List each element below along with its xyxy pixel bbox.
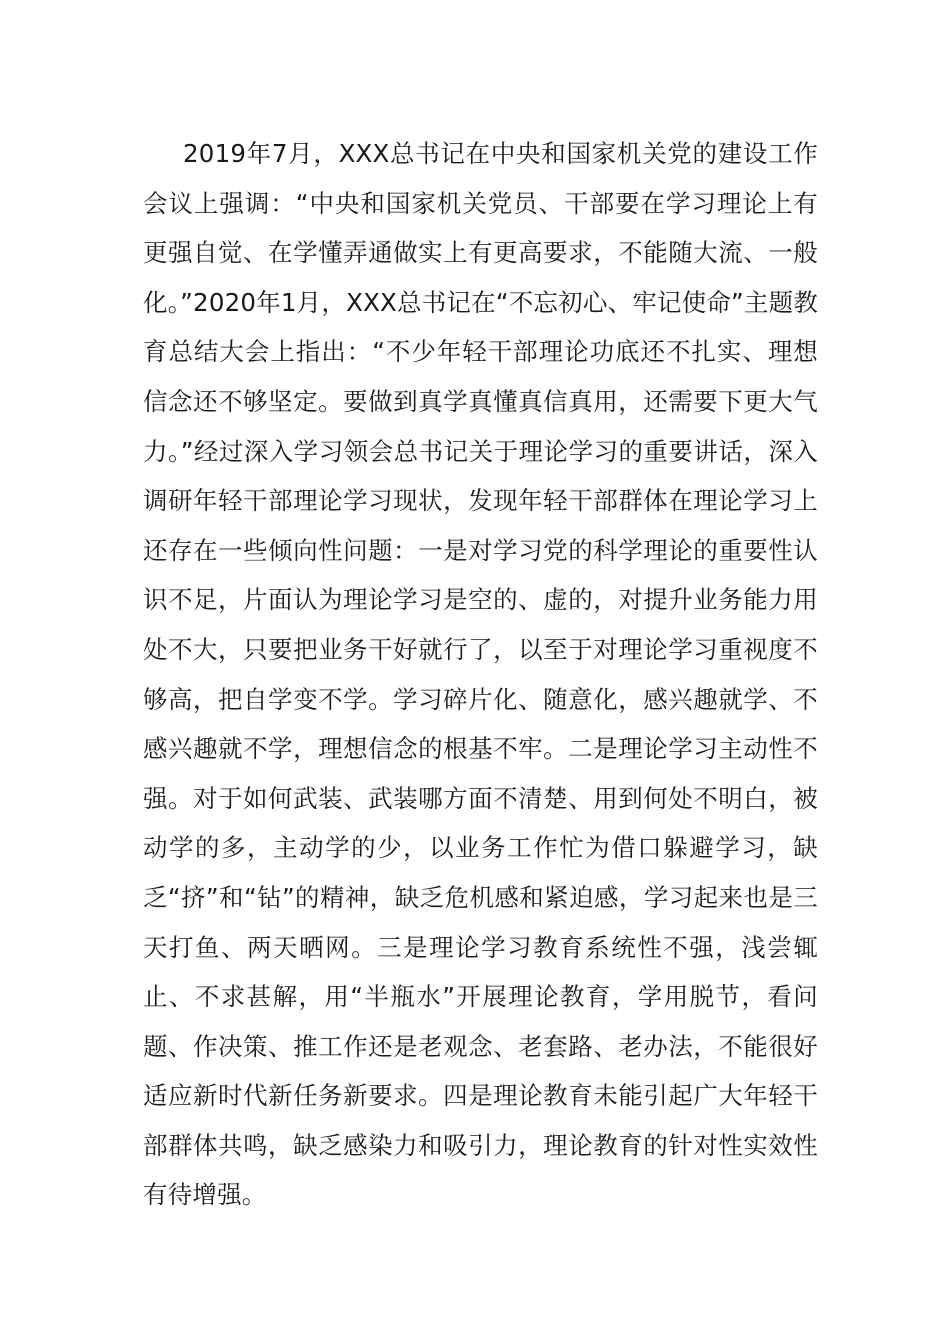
body-paragraph: 2019年7月，XXX总书记在中央和国家机关党的建设工作会议上强调：“中央和国家机关党员、干部要在学习理论上有更强自觉、在学懂弄通做实上有更高要求，不能随大流、一般化。”2020年1月，XXX总书记在“不忘初心、牢记使命”主题教育总结大会上指出：“不少年轻干部理论功底还不扎实、理想信念还不够坚定。要做到真学真懂真信真用，还需要下更大气力。”经过深入学习领会总书记关于理论学习的重要讲话，深入调研年轻干部理论学习现状，发现年轻干部群体在理论学习上还存在一些倾向性问题：一是对学习党的科学理论的重要性认识不足，片面认为理论学习是空的、虚的，对提升业务能力用处不大，只要把业务干好就行了，以至于对理论学习重视度不够高，把自学变不学。学习碎片化、随意化，感兴趣就学、不感兴趣就不学，理想信念的根基不牢。二是理论学习主动性不强。对于如何武装、武装哪方面不清楚、用到何处不明白，被动学的多，主动学的少，以业务工作忙为借口躲避学习，缺乏“挤”和“钻”的精神，缺乏危机感和紧迫感，学习起来也是三天打鱼、两天晒网。三是理论学习教育系统性不强，浅尝辄止、不求甚解，用“半瓶水”开展理论教育，学用脱节，看问题、作决策、推工作还是老观念、老套路、老办法，不能很好适应新时代新任务新要求。四是理论教育未能引起广大年轻干部群体共鸣，缺乏感染力和吸引力，理论教育的针对性实效性有待增强。 — [143, 139, 819, 1210]
